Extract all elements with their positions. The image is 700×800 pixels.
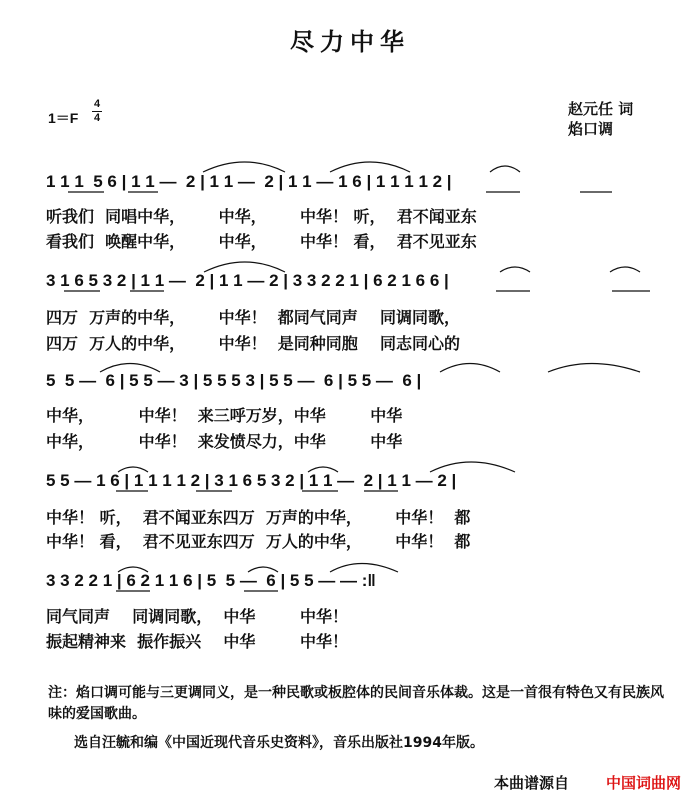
time-sig-bottom: 4 xyxy=(93,112,101,124)
page-title: 尽力中华 xyxy=(290,28,410,56)
score-line-1-lyrics-verse2: 看我们 唤醒中华， 中华， 中华！ 看， 君不见亚东 xyxy=(46,232,477,251)
score-line-2-notes: 3 1 6 5 3 2 | 1 1 — 2 | 1 1 — 2 | 3 3 2 2 1 | 6 2 1 6 6 | xyxy=(46,271,449,290)
score-line-3-lyrics-verse2: 中华， 中华！ 来发愤尽力，中华 中华 xyxy=(46,432,403,451)
score-line-3-lyrics-verse1: 中华， 中华！ 来三呼万岁，中华 中华 xyxy=(46,406,403,425)
slur xyxy=(203,162,285,172)
slur xyxy=(308,467,338,472)
lyricist-credit: 赵元任 词 xyxy=(568,100,634,118)
slur xyxy=(610,267,640,272)
footer-source-label: 本曲谱源自 xyxy=(494,774,570,792)
slur xyxy=(330,162,410,172)
score-line-2-lyrics-verse1: 四万 万声的中华， 中华！ 都同气同声 同调同歌， xyxy=(46,308,460,327)
score-line-5-lyrics-verse2: 振起精神来 振作振兴 中华 中华！ xyxy=(46,632,348,651)
footer-site-link[interactable]: 中国词曲网 xyxy=(606,774,682,792)
score-line-1-lyrics-verse1: 听我们 同唱中华， 中华， 中华！ 听， 君不闻亚东 xyxy=(46,207,477,226)
annotation-note: 注：焰口调可能与三更调同义，是一种民歌或板腔体的民间音乐体裁。这是一首很有特色又有民族风味的爱国歌曲。 xyxy=(48,685,664,722)
score-line-2-lyrics-verse2: 四万 万人的中华， 中华！ 是同种同胞 同志同心的 xyxy=(46,334,460,353)
slur xyxy=(548,364,640,373)
slur xyxy=(430,462,515,472)
slur xyxy=(440,364,500,373)
slur xyxy=(118,567,148,572)
key-signature: 1＝F xyxy=(48,110,79,126)
slur xyxy=(490,166,520,172)
source-citation: 选自汪毓和编《中国近现代音乐史资料》，音乐出版社1994年版。 xyxy=(74,735,484,751)
score-line-4-notes: 5 5 — 1 6 | 1 1 1 1 2 | 3 1 6 5 3 2 | 1 1 — 2 | 1 1 — 2 | xyxy=(46,471,457,490)
score-line-1-notes: 1 1 1 5 6 | 1 1 — 2 | 1 1 — 2 | 1 1 — 1 6 | 1 1 1 1 2 | xyxy=(46,172,452,191)
time-sig-top: 4 xyxy=(93,98,101,110)
score-line-4-lyrics-verse1: 中华！ 听， 君不闻亚东四万 万声的中华， 中华！ 都 xyxy=(46,508,471,527)
slur xyxy=(500,267,530,272)
score-line-5-lyrics-verse1: 同气同声 同调同歌， 中华 中华！ xyxy=(46,607,348,626)
tune-credit: 焰口调 xyxy=(568,120,614,138)
slur xyxy=(100,364,160,373)
slur xyxy=(330,564,398,573)
slur xyxy=(248,567,278,572)
slur xyxy=(204,262,285,272)
score-line-5-notes: 3 3 2 2 1 | 6 2 1 1 6 | 5 5 — 6 | 5 5 — — :‖ xyxy=(46,571,376,590)
score-line-3-notes: 5 5 — 6 | 5 5 — 3 | 5 5 5 3 | 5 5 — 6 | 5 5 — 6 | xyxy=(46,371,422,390)
score-line-4-lyrics-verse2: 中华！ 看， 君不见亚东四万 万人的中华， 中华！ 都 xyxy=(46,532,471,551)
slur xyxy=(118,467,148,472)
